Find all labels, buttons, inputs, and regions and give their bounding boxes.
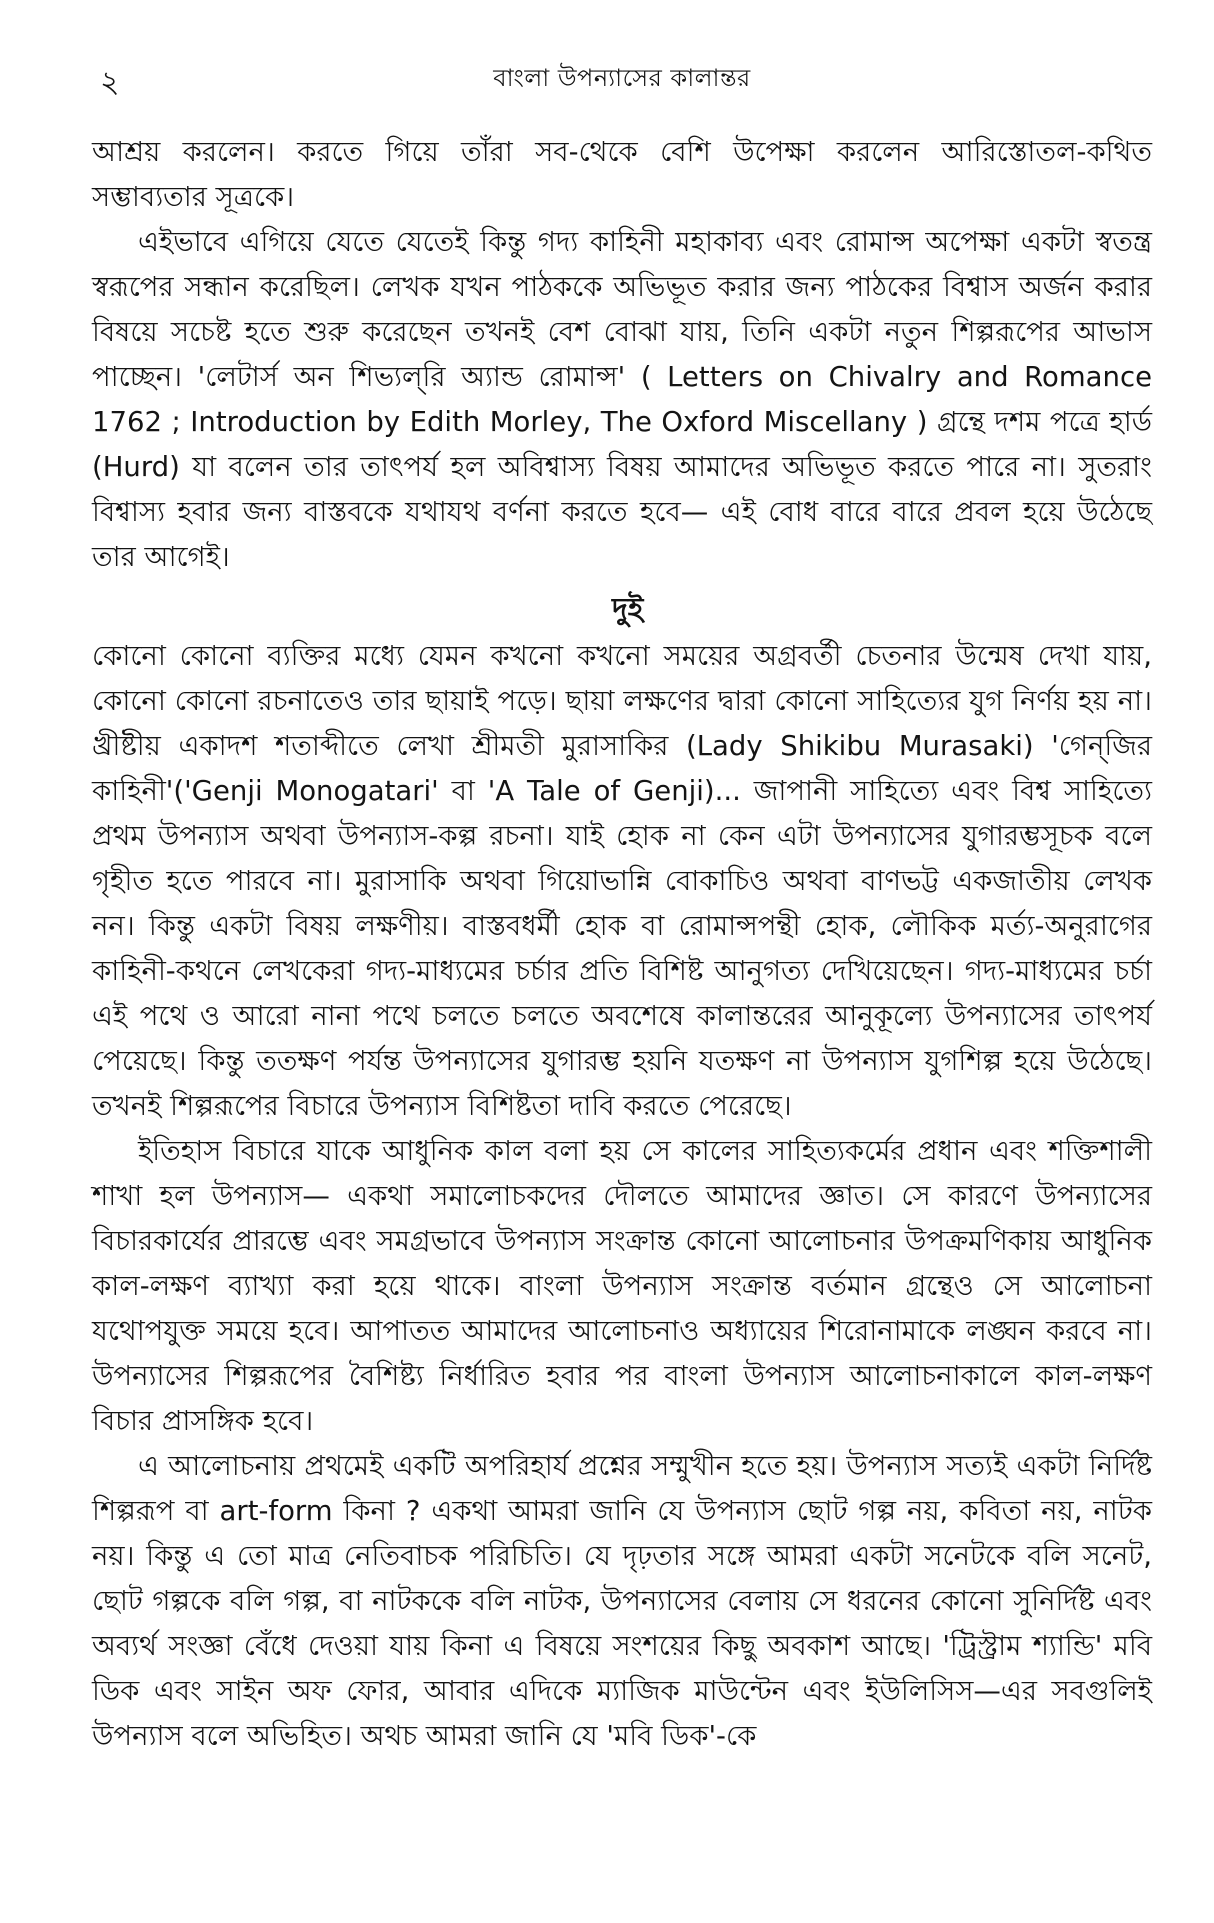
book-title: বাংলা উপন্যাসের কালান্তর: [493, 64, 751, 92]
paragraph: ইতিহাস বিচারে যাকে আধুনিক কাল বলা হয় সে কালের সাহিত্যকর্মের প্রধান এবং শক্তিশালী শাখা হল উপন্যাস— একথা সমালোচকদের দৌলতে আমাদের জ্ঞাত। সে কারণে উপন্যাসের বিচারকার্যের প্রারম্ভে এবং সমগ্রভাবে উপন্যাস সংক্রান্ত কোনো আলোচনার উপক্রমণিকায় আধুনিক কাল-লক্ষণ ব্যাখ্যা করা হয়ে থাকে। বাংলা উপন্যাস সংক্রান্ত বর্তমান গ্রন্থেও সে আলোচনা যথোপযুক্ত সময়ে হবে। আপাতত আমাদের আলোচনাও অধ্যায়ের শিরোনামাকে লঙ্ঘন করবে না। উপন্যাসের শিল্পরূপের বৈশিষ্ট্য নির্ধারিত হবার পর বাংলা উপন্যাস আলোচনাকালে কাল-লক্ষণ বিচার প্রাসঙ্গিক হবে।: [92, 1135, 1152, 1437]
section-heading: দুই: [612, 592, 644, 627]
paragraph: এইভাবে এগিয়ে যেতে যেতেই কিন্তু গদ্য কাহিনী মহাকাব্য এবং রোমান্স অপেক্ষা একটা স্বতন্ত্র স্বরূপের সন্ধান করেছিল। লেখক যখন পাঠককে অভিভূত করার জন্য পাঠকের বিশ্বাস অর্জন করার বিষয়ে সচেষ্ট হতে শুরু করেছেন তখনই বেশ বোঝা যায়, তিনি একটা নতুন শিল্পরূপের আভাস পাচ্ছেন। 'লেটার্স অন শিভ্যল্‌রি অ্যান্ড রোমান্স' ( Letters on Chivalry and Romance 1762 ; Introduction by Edith Morley, The Oxford Miscellany ) গ্রন্থে দশম পত্রে হার্ড (Hurd) যা বলেন তার তাৎপর্য হল অবিশ্বাস্য বিষয় আমাদের অভিভূত করতে পারে না। সুতরাং বিশ্বাস্য হবার জন্য বাস্তবকে যথাযথ বর্ণনা করতে হবে— এই বোধ বারে বারে প্রবল হয়ে উঠেছে তার আগেই।: [92, 226, 1152, 573]
paragraph: এ আলোচনায় প্রথমেই একটি অপরিহার্য প্রশ্নের সম্মুখীন হতে হয়। উপন্যাস সত্যই একটা নির্দিষ্ট শিল্পরূপ বা art-form কিনা ? একথা আমরা জানি যে উপন্যাস ছোট গল্প নয়, কবিতা নয়, নাটক নয়। কিন্তু এ তো মাত্র নেতিবাচক পরিচিতি। যে দৃঢ়তার সঙ্গে আমরা একটা সনেটকে বলি সনেট, ছোট গল্পকে বলি গল্প, বা নাটককে বলি নাটক, উপন্যাসের বেলায় সে ধরনের কোনো সুনির্দিষ্ট এবং অব্যর্থ সংজ্ঞা বেঁধে দেওয়া যায় কিনা এ বিষয়ে সংশয়ের কিছু অবকাশ আছে। 'ট্রিস্ট্রাম শ্যান্ডি' মবি ডিক এবং সাইন অফ ফোর, আবার এদিকে ম্যাজিক মাউন্টেন এবং ইউলিসিস—এর সবগুলিই উপন্যাস বলে অভিহিত। অথচ আমরা জানি যে 'মবি ডিক'-কে: [92, 1450, 1152, 1752]
paragraph-continuation: আশ্রয় করলেন। করতে গিয়ে তাঁরা সব-থেকে বেশি উপেক্ষা করলেন আরিস্তোতল-কথিত সম্ভাব্যতার সূত্রকে।: [92, 136, 1152, 213]
paragraph: কোনো কোনো ব্যক্তির মধ্যে যেমন কখনো কখনো সময়ের অগ্রবর্তী চেতনার উন্মেষ দেখা যায়, কোনো কোনো রচনাতেও তার ছায়াই পড়ে। ছায়া লক্ষণের দ্বারা কোনো সাহিত্যের যুগ নির্ণয় হয় না। খ্রীষ্টীয় একাদশ শতাব্দীতে লেখা শ্রীমতী মুরাসাকির (Lady Shikibu Murasaki) 'গেন্‌জির কাহিনী'('Genji Monogatari' বা 'A Tale of Genji)... জাপানী সাহিত্যে এবং বিশ্ব সাহিত্যে প্রথম উপন্যাস অথবা উপন্যাস-কল্প রচনা। যাই হোক না কেন এটা উপন্যাসের যুগারম্ভসূচক বলে গৃহীত হতে পারবে না। মুরাসাকি অথবা গিয়োভান্নি বোকাচিও অথবা বাণভট্ট একজাতীয় লেখক নন। কিন্তু একটা বিষয় লক্ষণীয়। বাস্তবধর্মী হোক বা রোমান্সপন্থী হোক, লৌকিক মর্ত্য-অনুরাগের কাহিনী-কথনে লেখকেরা গদ্য-মাধ্যমের চর্চার প্রতি বিশিষ্ট আনুগত্য দেখিয়েছেন। গদ্য-মাধ্যমের চর্চা এই পথে ও আরো নানা পথে চলতে চলতে অবশেষে কালান্তরের আনুকূল্যে উপন্যাসের তাৎপর্য পেয়েছে। কিন্তু ততক্ষণ পর্যন্ত উপন্যাসের যুগারম্ভ হয়নি যতক্ষণ না উপন্যাস যুগশিল্প হয়ে উঠেছে। তখনই শিল্পরূপের বিচারে উপন্যাস বিশিষ্টতা দাবি করতে পেরেছে।: [92, 640, 1152, 1122]
running-head: [92, 58, 1152, 102]
page-number: ২: [100, 65, 120, 100]
body-text: [92, 130, 1152, 1759]
